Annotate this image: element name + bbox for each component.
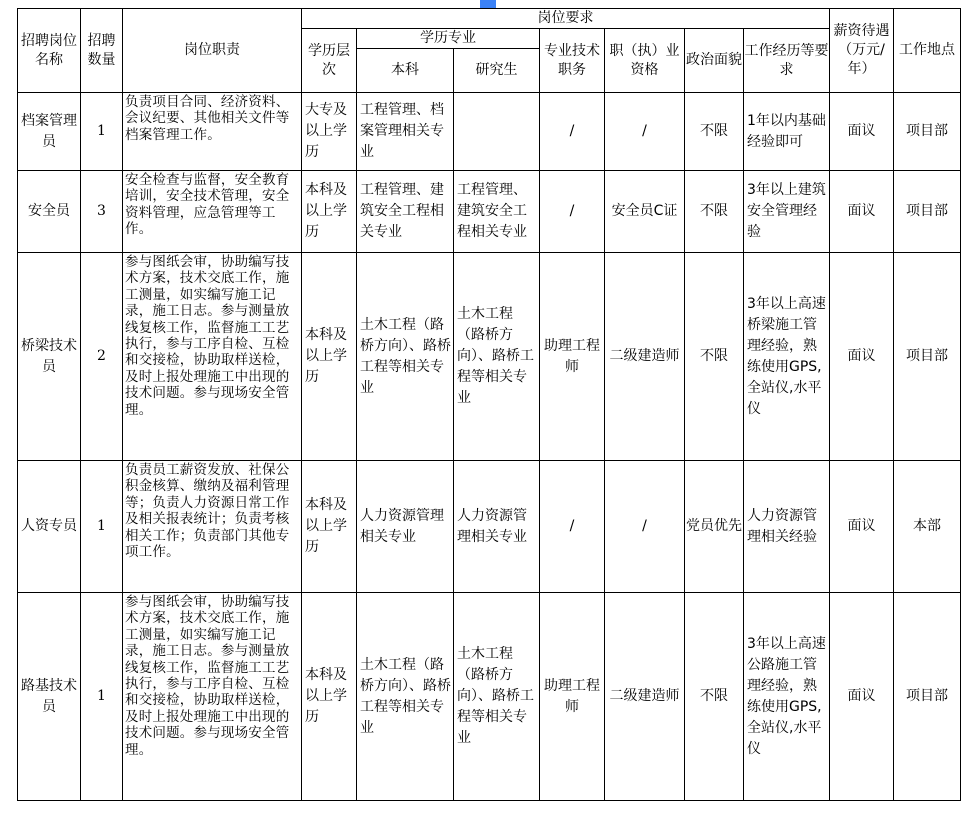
header-count: 招聘数量 [81,9,123,93]
header-edu-level: 学历层次 [302,29,357,93]
cell-experience: 1年以内基础经验即可 [744,93,830,171]
cell-graduate-major: 工程管理、建筑安全工程相关专业 [454,171,540,253]
table-row [18,93,961,171]
cell-experience: 3年以上高速公路施工管理经验，熟练使用GPS,全站仪,水平仪 [744,593,830,801]
header-qualification: 职（执）业资格 [605,29,685,93]
cell-salary: 面议 [830,461,894,593]
cell-salary: 面议 [830,593,894,801]
cell-duty: 参与图纸会审，协助编写技术方案，技术交底工作，施工测量，如实编写施工记录，施工日志。参与测量放线复核工作，监督施工工艺执行，参与工序自检、互检和交接检，协助取样送检，及时上报处理施工中出现的技术问题。参与现场安全管理。 [123,253,302,461]
cell-undergrad-major: 工程管理、档案管理相关专业 [357,93,454,171]
cell-duty: 安全检查与监督，安全教育培训，安全技术管理，安全资料管理，应急管理等工作。 [123,171,302,253]
cell-position-name: 安全员 [18,171,81,253]
cell-location: 本部 [894,461,961,593]
table-row [18,461,961,593]
header-position-name: 招聘岗位名称 [18,9,81,93]
cell-undergrad-major: 土木工程（路桥方向）、路桥工程等相关专业 [357,593,454,801]
header-undergrad: 本科 [357,49,454,93]
cell-salary: 面议 [830,253,894,461]
cell-experience: 3年以上建筑安全管理经验 [744,171,830,253]
cell-tech-title: / [540,171,605,253]
header-political: 政治面貌 [685,29,744,93]
cell-edu-level: 大专及以上学历 [302,93,357,171]
cell-graduate-major: 土木工程（路桥方向）、路桥工程等相关专业 [454,593,540,801]
cell-count: 1 [81,93,123,171]
cell-tech-title: / [540,461,605,593]
cell-salary: 面议 [830,93,894,171]
cell-edu-level: 本科及以上学历 [302,171,357,253]
cell-graduate-major [454,93,540,171]
header-experience: 工作经历等要求 [744,29,830,93]
cell-count: 1 [81,461,123,593]
cell-undergrad-major: 人力资源管理相关专业 [357,461,454,593]
cell-edu-level: 本科及以上学历 [302,461,357,593]
cell-location: 项目部 [894,253,961,461]
table-row [18,253,961,461]
cell-graduate-major: 土木工程（路桥方向）、路桥工程等相关专业 [454,253,540,461]
header-edu-major: 学历专业 [357,29,540,49]
cell-tech-title: 助理工程师 [540,593,605,801]
cell-edu-level: 本科及以上学历 [302,593,357,801]
cell-qualification: 二级建造师 [605,253,685,461]
recruitment-table [17,8,961,801]
cell-graduate-major: 人力资源管理相关专业 [454,461,540,593]
cell-position-name: 人资专员 [18,461,81,593]
table-row [18,171,961,253]
cell-undergrad-major: 工程管理、建筑安全工程相关专业 [357,171,454,253]
cell-political: 不限 [685,171,744,253]
cell-experience: 人力资源管理相关经验 [744,461,830,593]
cell-count: 1 [81,593,123,801]
cell-qualification: / [605,461,685,593]
cell-qualification: / [605,93,685,171]
cell-political: 党员优先 [685,461,744,593]
cell-position-name: 桥梁技术员 [18,253,81,461]
cell-tech-title: / [540,93,605,171]
cell-location: 项目部 [894,593,961,801]
cell-location: 项目部 [894,93,961,171]
header-tech-title: 专业技术职务 [540,29,605,93]
cell-experience: 3年以上高速桥梁施工管理经验，熟练使用GPS,全站仪,水平仪 [744,253,830,461]
cell-political: 不限 [685,93,744,171]
cell-qualification: 二级建造师 [605,593,685,801]
cell-position-name: 档案管理员 [18,93,81,171]
header-duty: 岗位职责 [123,9,302,93]
header-requirements: 岗位要求 [302,9,830,29]
header-graduate: 研究生 [454,49,540,93]
cell-undergrad-major: 土木工程（路桥方向）、路桥工程等相关专业 [357,253,454,461]
cell-duty: 负责员工薪资发放、社保公积金核算、缴纳及福利管理等；负责人力资源日常工作及相关报表统计；负责考核相关工作；负责部门其他专项工作。 [123,461,302,593]
top-accent-marker [480,0,496,8]
header-location: 工作地点 [894,9,961,93]
cell-location: 项目部 [894,171,961,253]
cell-political: 不限 [685,253,744,461]
cell-count: 3 [81,171,123,253]
cell-salary: 面议 [830,171,894,253]
cell-position-name: 路基技术员 [18,593,81,801]
cell-duty: 参与图纸会审，协助编写技术方案，技术交底工作，施工测量，如实编写施工记录，施工日志。参与测量放线复核工作，监督施工工艺执行，参与工序自检、互检和交接检，协助取样送检，及时上报处理施工中出现的技术问题。参与现场安全管理。 [123,593,302,801]
table-row [18,593,961,801]
cell-qualification: 安全员C证 [605,171,685,253]
cell-duty: 负责项目合同、经济资料、会议纪要、其他相关文件等档案管理工作。 [123,93,302,171]
cell-edu-level: 本科及以上学历 [302,253,357,461]
cell-political: 不限 [685,593,744,801]
cell-tech-title: 助理工程师 [540,253,605,461]
header-salary: 薪资待遇（万元/年） [830,9,894,93]
cell-count: 2 [81,253,123,461]
